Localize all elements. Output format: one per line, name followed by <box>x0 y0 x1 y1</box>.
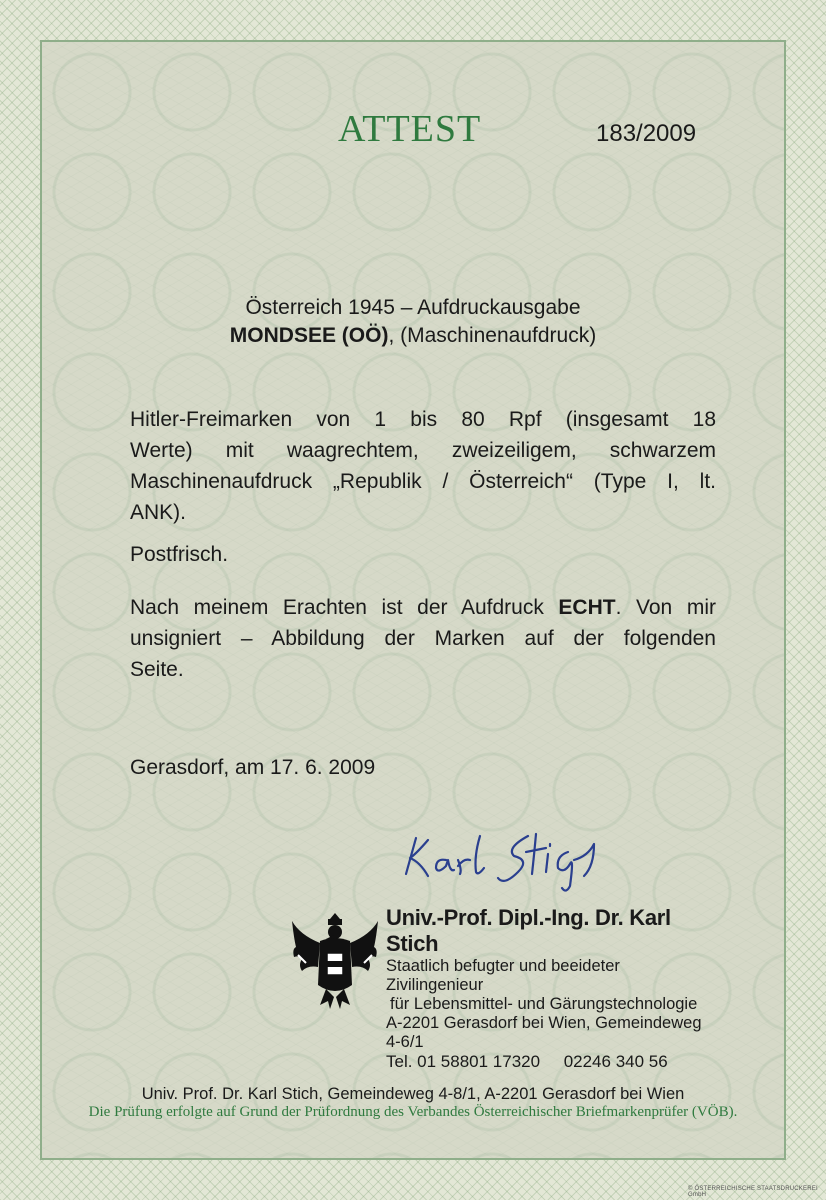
footer-note: Die Prüfung erfolgte auf Grund der Prüfordnung des Verbandes Österreichischer Briefmarkenprüfer (VÖB). <box>88 1104 738 1120</box>
expert-field: für Lebensmittel- und Gärungstechnologie <box>390 995 698 1013</box>
place-date: Gerasdorf, am 17. 6. 2009 <box>130 756 376 779</box>
expert-stamp <box>386 905 716 1071</box>
expert-title: Staatlich befugter und beeideter Zivilingenieur <box>386 957 620 994</box>
expert-phone: Tel. 01 58801 17320 02246 340 56 <box>386 1052 668 1071</box>
subject-name: MONDSEE (OÖ) <box>229 324 389 347</box>
verdict-line-3: Seite. <box>130 658 184 681</box>
verdict-result: ECHT <box>558 596 616 619</box>
expert-name: Univ.-Prof. Dipl.-Ing. Dr. Karl Stich <box>386 905 671 956</box>
austrian-eagle-emblem-icon <box>290 905 380 1015</box>
certificate-title: ATTEST <box>338 108 482 150</box>
description-line-2: Werte) mit waagrechtem, zweizeiligem, schwarzem <box>130 439 716 462</box>
verdict-post: . Von mir <box>615 596 716 619</box>
condition-text: Postfrisch. <box>130 543 229 566</box>
expert-address: A-2201 Gerasdorf bei Wien, Gemeindeweg 4-6/1 <box>386 1014 702 1051</box>
description-line-4: ANK). <box>130 501 187 524</box>
handwritten-signature <box>398 826 618 896</box>
subject-line-2 <box>0 324 826 348</box>
footer-address: Univ. Prof. Dr. Karl Stich, Gemeindeweg 4-8/1, A-2201 Gerasdorf bei Wien <box>141 1085 685 1103</box>
verdict-pre: Nach meinem Erachten ist der Aufdruck <box>130 596 559 619</box>
description-line-1: Hitler-Freimarken von 1 bis 80 Rpf (insgesamt 18 <box>130 408 716 431</box>
subject-line-1: Österreich 1945 – Aufdruckausgabe <box>245 296 581 319</box>
printer-imprint: © ÖSTERREICHISCHE STAATSDRUCKEREI GmbH <box>688 1186 818 1198</box>
description-paragraph <box>130 404 716 528</box>
description-line-3: Maschinenaufdruck „Republik / Österreich“ (Type I, lt. <box>130 470 716 493</box>
verdict-line-2: unsigniert – Abbildung der Marken auf der folgenden <box>130 627 716 650</box>
verdict-line-1 <box>130 592 716 623</box>
certificate-number: 183/2009 <box>596 120 697 147</box>
verdict-paragraph <box>130 592 716 685</box>
subject-type: , (Maschinenaufdruck) <box>388 324 597 347</box>
